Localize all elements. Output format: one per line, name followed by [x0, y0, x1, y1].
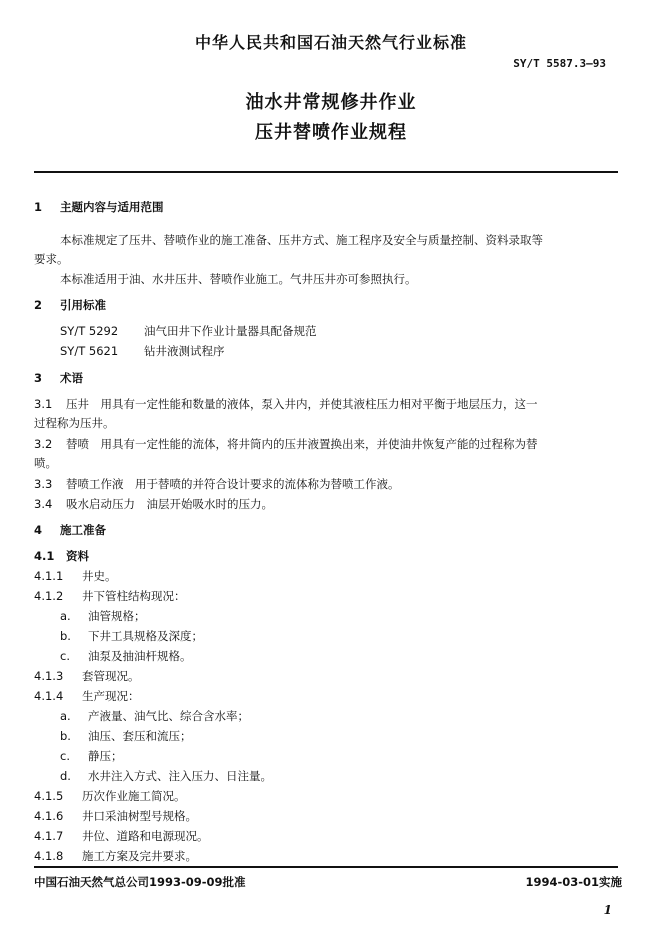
term-text: 替喷 用具有一定性能的流体，将井筒内的压井液置换出来，并使油井恢复产能的过程称为替	[66, 437, 538, 451]
approval-note: 中国石油天然气总公司1993-09-09批准	[34, 875, 246, 889]
item-text: 井下管柱结构现况：	[82, 589, 186, 603]
section-title: 术语	[60, 371, 83, 385]
term-number: 3.3	[34, 477, 53, 491]
item-number: 4.1.2	[34, 589, 64, 603]
list-text: 油管规格；	[88, 609, 146, 623]
list-item	[60, 748, 123, 764]
term-text: 吸水启动压力 油层开始吸水时的压力。	[66, 497, 273, 511]
item-number: 4.1.6	[34, 809, 64, 823]
list-marker: a.	[60, 709, 71, 723]
page-number: 1	[603, 903, 612, 917]
standard-organization-header: 中华人民共和国石油天然气行业标准	[194, 33, 467, 52]
term-3-4	[34, 496, 273, 512]
section-title: 主题内容与适用范围	[60, 200, 164, 214]
document-title-line1: 油水井常规修井作业	[245, 92, 417, 113]
item-4-1-7	[34, 828, 209, 844]
item-4-1-3	[34, 668, 140, 684]
document-title-line2: 压井替喷作业规程	[255, 122, 407, 143]
item-text: 历次作业施工简况。	[82, 789, 186, 803]
reference-code: SY/T 5292	[60, 324, 119, 338]
list-item	[60, 648, 192, 664]
term-3-2-continuation: 喷。	[34, 456, 57, 470]
subsection-4-1	[34, 548, 89, 564]
list-marker: c.	[60, 749, 70, 763]
list-item	[60, 768, 272, 784]
list-marker: d.	[60, 769, 71, 783]
item-text: 套管现况。	[82, 669, 140, 683]
item-text: 井史。	[82, 569, 117, 583]
section-number: 4	[34, 523, 43, 537]
item-text: 施工方案及完井要求。	[82, 849, 197, 863]
list-marker: b.	[60, 629, 71, 643]
list-text: 下井工具规格及深度；	[88, 629, 203, 643]
footer-divider	[34, 866, 618, 868]
section-2-heading	[34, 297, 106, 313]
section-1-heading	[34, 199, 164, 215]
list-text: 静压；	[88, 749, 123, 763]
list-marker: c.	[60, 649, 70, 663]
item-4-1-4	[34, 688, 140, 704]
section-4-heading	[34, 522, 106, 538]
item-number: 4.1.4	[34, 689, 64, 703]
scope-paragraph-1-line2: 要求。	[34, 252, 69, 266]
subsection-number: 4.1	[34, 549, 55, 563]
item-text: 生产现况：	[82, 689, 140, 703]
term-number: 3.1	[34, 397, 53, 411]
list-marker: a.	[60, 609, 71, 623]
item-4-1-2	[34, 588, 186, 604]
item-number: 4.1.1	[34, 569, 64, 583]
item-text: 井位、道路和电源现况。	[82, 829, 209, 843]
standard-code: SY/T 5587.3—93	[513, 57, 606, 70]
item-4-1-5	[34, 788, 186, 804]
term-3-3	[34, 476, 400, 492]
subsection-label: 资料	[66, 549, 89, 563]
list-item	[60, 728, 192, 744]
item-4-1-1	[34, 568, 117, 584]
term-number: 3.2	[34, 437, 53, 451]
reference-title: 钻井液测试程序	[144, 344, 225, 358]
item-number: 4.1.7	[34, 829, 64, 843]
term-3-2	[34, 436, 538, 452]
list-text: 产液量、油气比、综合含水率；	[88, 709, 249, 723]
list-item	[60, 608, 146, 624]
item-number: 4.1.5	[34, 789, 64, 803]
reference-code: SY/T 5621	[60, 344, 119, 358]
term-3-1	[34, 396, 538, 412]
list-item	[60, 628, 203, 644]
section-number: 2	[34, 298, 43, 312]
term-text: 替喷工作液 用于替喷的并符合设计要求的流体称为替喷工作液。	[66, 477, 400, 491]
reference-item	[60, 323, 317, 339]
reference-item	[60, 343, 225, 359]
item-number: 4.1.8	[34, 849, 64, 863]
item-number: 4.1.3	[34, 669, 64, 683]
scope-paragraph-1-line1: 本标准规定了压井、替喷作业的施工准备、压井方式、施工程序及安全与质量控制、资料录取等	[60, 233, 543, 247]
list-text: 油压、套压和流压；	[88, 729, 192, 743]
reference-title: 油气田井下作业计量器具配备规范	[144, 324, 317, 338]
section-3-heading	[34, 370, 83, 386]
list-item	[60, 708, 249, 724]
section-title: 施工准备	[60, 523, 106, 537]
item-4-1-6	[34, 808, 197, 824]
list-text: 水井注入方式、注入压力、日注量。	[88, 769, 272, 783]
section-number: 1	[34, 200, 43, 214]
scope-paragraph-2: 本标准适用于油、水井压井、替喷作业施工。气井压井亦可参照执行。	[60, 272, 417, 286]
term-number: 3.4	[34, 497, 53, 511]
term-text: 压井 用具有一定性能和数量的液体，泵入井内，并使其液柱压力相对平衡于地层压力，这一	[66, 397, 538, 411]
list-marker: b.	[60, 729, 71, 743]
section-number: 3	[34, 371, 43, 385]
term-3-1-continuation: 过程称为压井。	[34, 416, 115, 430]
effective-date: 1994-03-01实施	[525, 875, 622, 889]
item-text: 井口采油树型号规格。	[82, 809, 197, 823]
section-title: 引用标准	[60, 298, 106, 312]
item-4-1-8	[34, 848, 197, 864]
header-divider	[34, 171, 618, 173]
list-text: 油泵及抽油杆规格。	[88, 649, 192, 663]
